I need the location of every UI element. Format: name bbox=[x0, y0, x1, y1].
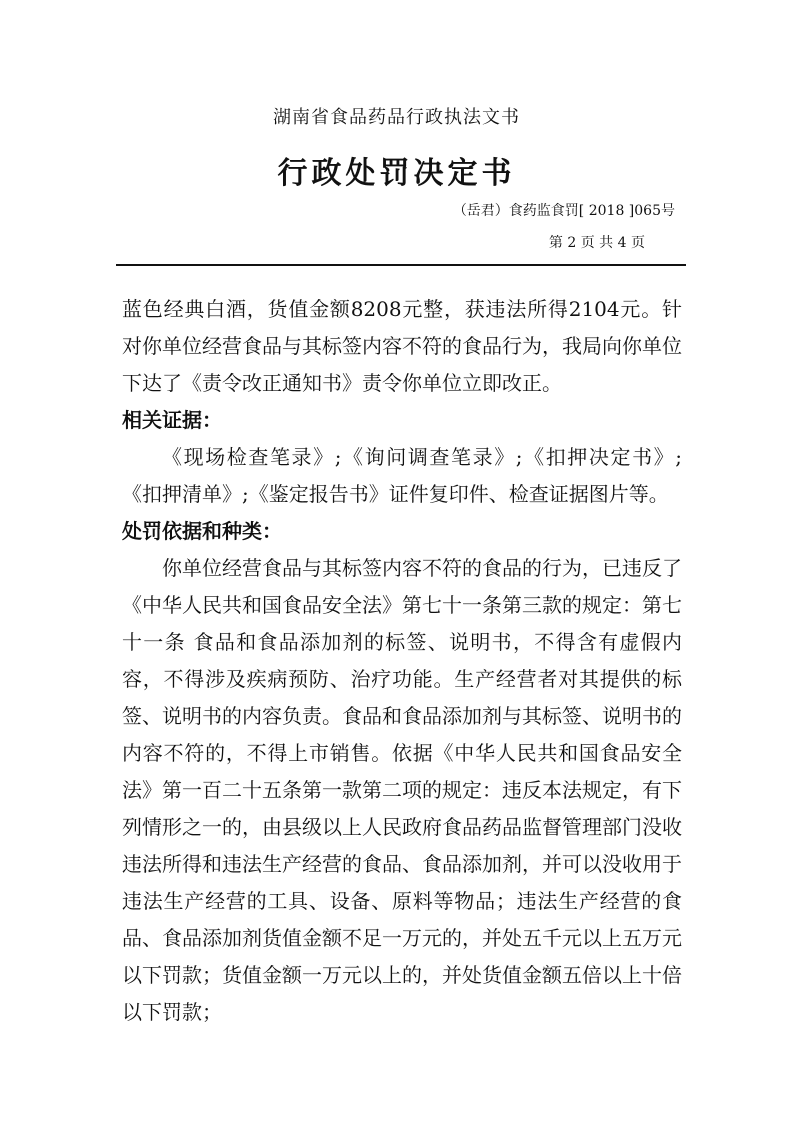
page-indicator: 第 2 页 共 4 页 bbox=[548, 235, 645, 251]
penalty-basis-paragraph: 你单位经营食品与其标签内容不符的食品的行为，已违反了《中华人民共和国食品安全法》第七十一条第三款的规定：第七十一条 食品和食品添加剂的标签、说明书，不得含有虚假内容，不得涉及疾病预防、治疗功能。生产经营者对其提供的标签、说明书的内容负责。食品和食品添加剂与其标签、说明书的内容不符的，不得上市销售。依据《中华人民共和国食品安全法》第一百二十五条第一款第二项的规定：违反本法规定，有下列情形之一的，由县级以上人民政府食品药品监督管理部门没收违法所得和违法生产经营的食品、食品添加剂，并可以没收用于违法生产经营的工具、设备、原料等物品；违法生产经营的食品、食品添加剂货值金额不足一万元的，并处五千元以上五万元以下罚款；货值金额一万元以上的，并处货值金额五倍以上十倍以下罚款； bbox=[122, 556, 682, 1024]
penalty-basis-heading: 处罚依据和种类： bbox=[122, 519, 282, 543]
issuing-authority-header: 湖南省食品药品行政执法文书 bbox=[273, 107, 520, 128]
document-number: （岳君）食药监食罚[ 2018 ]065号 bbox=[452, 203, 675, 219]
continuation-paragraph: 蓝色经典白酒，货值金额8208元整，获违法所得2104元。针对你单位经营食品与其标签内容不符的食品行为，我局向你单位下达了《责令改正通知书》责令你单位立即改正。 bbox=[122, 297, 682, 395]
evidence-paragraph: 《现场检查笔录》;《询问调查笔录》;《扣押决定书》;《扣押清单》;《鉴定报告书》证件复印件、检查证据图片等。 bbox=[122, 445, 682, 506]
document-body bbox=[122, 291, 682, 1031]
evidence-heading: 相关证据： bbox=[122, 408, 222, 432]
header-divider bbox=[116, 264, 686, 266]
document-title: 行政处罚决定书 bbox=[277, 156, 516, 191]
